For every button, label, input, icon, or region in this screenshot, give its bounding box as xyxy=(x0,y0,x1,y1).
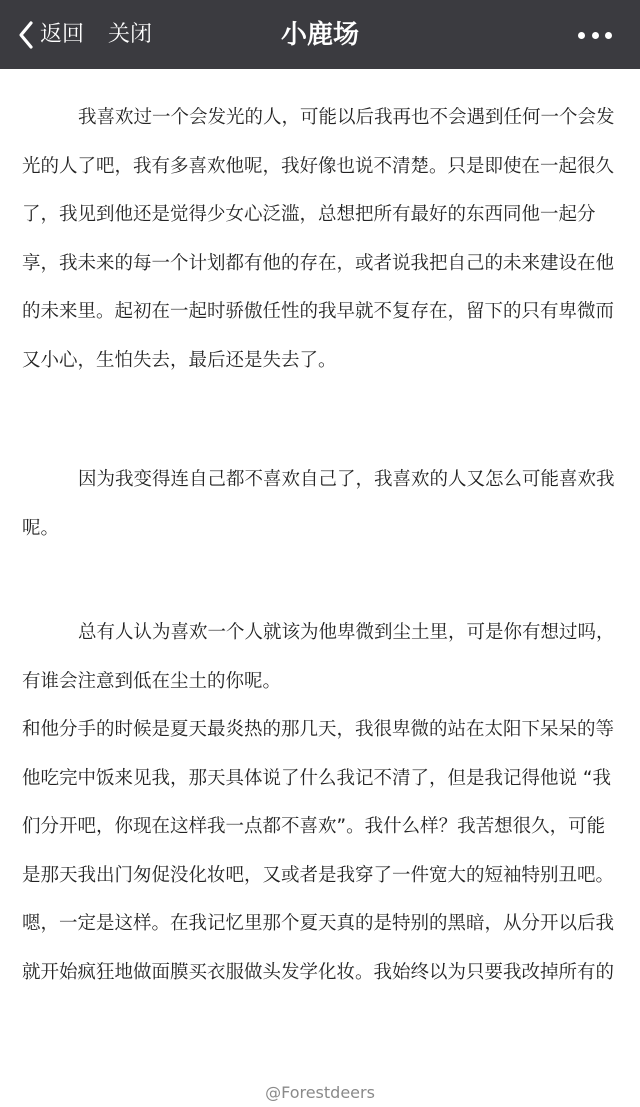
text-line: 是那天我出门匆促没化妆吧，又或者是我穿了一件宽大的短袖特别丑吧。 xyxy=(22,864,615,886)
paragraph xyxy=(22,462,618,559)
paragraph-spacer xyxy=(22,559,618,615)
text-line: 和他分手的时候是夏天最炎热的那几天，我很卑微的站在太阳下呆呆的等 xyxy=(22,719,615,740)
more-horizontal-icon xyxy=(605,32,612,39)
paragraph-spacer xyxy=(22,391,618,462)
paragraph xyxy=(22,100,618,391)
paragraph xyxy=(22,615,618,1003)
more-button[interactable] xyxy=(578,25,612,45)
close-button[interactable]: 关闭 xyxy=(108,22,153,47)
text-line: 的未来里。起初在一起时骄傲任性的我早就不复存在，留下的只有卑微而 xyxy=(22,301,615,322)
text-line: 我喜欢过一个会发光的人，可能以后我再也不会遇到任何一个会发 xyxy=(78,107,615,128)
text-line: 他吃完中饭来见我，那天具体说了什么我记不清了，但是我记得他说 “我 xyxy=(22,767,611,789)
text-line: 有谁会注意到低在尘土的你呢。 xyxy=(22,670,282,692)
text-line: 因为我变得连自己都不喜欢自己了，我喜欢的人又怎么可能喜欢我 xyxy=(78,469,615,490)
text-line: 嗯，一定是这样。在我记忆里那个夏天真的是特别的黑暗，从分开以后我 xyxy=(22,913,615,934)
text-line: 享，我未来的每一个计划都有他的存在，或者说我把自己的未来建设在他 xyxy=(22,252,615,274)
navigation-bar xyxy=(0,0,640,69)
watermark: @Forestdeers xyxy=(265,1083,375,1102)
text-line: 又小心，生怕失去，最后还是失去了。 xyxy=(22,349,337,371)
text-line: 了，我见到他还是觉得少女心泛滥，总想把所有最好的东西同他一起分 xyxy=(22,204,596,225)
back-button[interactable] xyxy=(18,18,84,52)
article-body xyxy=(0,100,640,1003)
text-line: 光的人了吧，我有多喜欢他呢，我好像也说不清楚。只是即使在一起很久 xyxy=(22,155,615,177)
more-horizontal-icon xyxy=(578,32,585,39)
chevron-left-icon xyxy=(18,20,34,50)
more-horizontal-icon xyxy=(592,32,599,39)
text-line: 们分开吧，你现在这样我一点都不喜欢”。我什么样？我苦想很久，可能 xyxy=(22,816,606,837)
text-line: 总有人认为喜欢一个人就该为他卑微到尘土里，可是你有想过吗， xyxy=(78,622,615,643)
back-label: 返回 xyxy=(40,22,85,47)
text-line: 就开始疯狂地做面膜买衣服做头发学化妆。我始终以为只要我改掉所有的 xyxy=(22,961,615,983)
page-title: 小鹿场 xyxy=(280,20,359,50)
text-line: 呢。 xyxy=(22,517,60,539)
